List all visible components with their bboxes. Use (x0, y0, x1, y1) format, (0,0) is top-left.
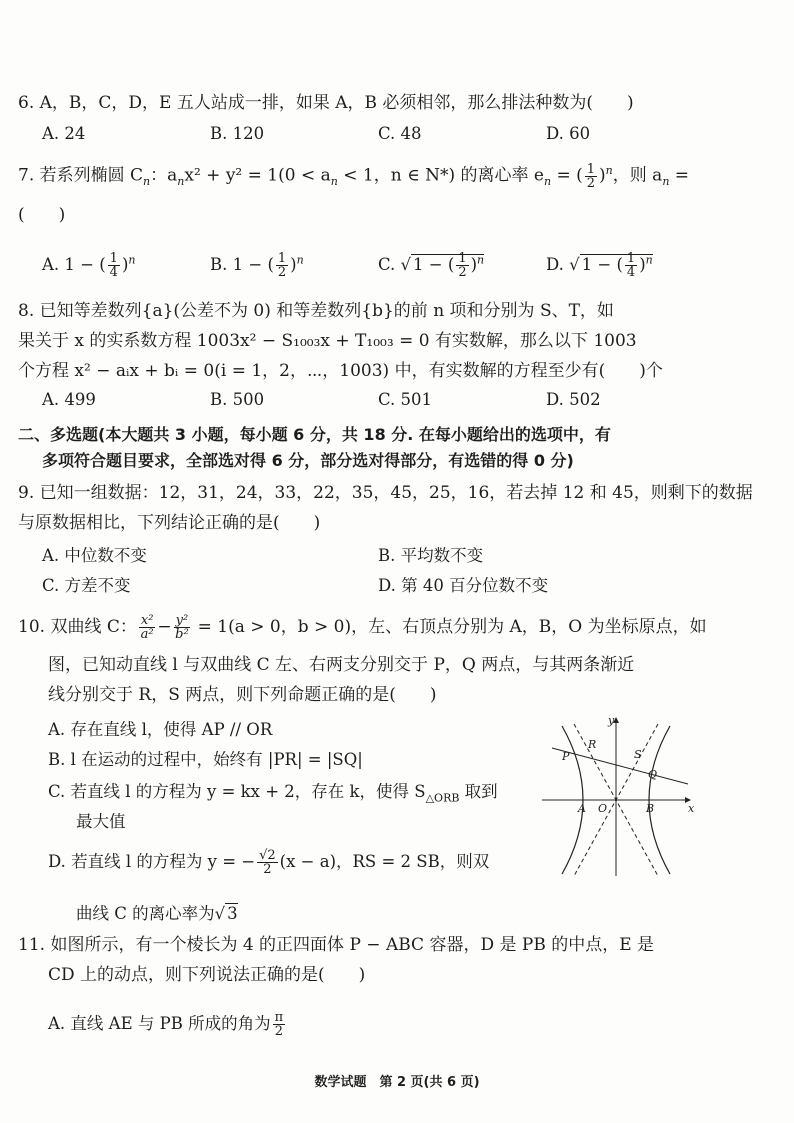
q11-line1: 11. 如图所示，有一个棱长为 4 的正四面体 P − ABC 容器，D 是 PB 的中点，E 是 (18, 935, 655, 955)
q7-stem: 7. 若系列椭圆 $C_n$：$a_nx^2 + y^2 = 1(0 < a_n < 1$，n ∈ N*) 的离心率 $e_n$ = ( $\frac{1}{2}$ )$^n$，则 $a_n$ = (18, 161, 690, 191)
q9-option-b: B. 平均数不变 (378, 546, 484, 565)
q6-option-a: A. 24 (42, 124, 86, 143)
label-A: A (578, 802, 586, 815)
q11-line2: CD 上的动点，则下列说法正确的是( ) (48, 965, 366, 985)
q8-option-a: A. 499 (42, 390, 96, 409)
q10-option-d-cont: 曲线 C 的离心率为√ 3 (76, 904, 238, 923)
q10-option-c-cont: 最大值 (76, 812, 126, 831)
label-R: R (588, 738, 597, 751)
q7-blank: ( ) (18, 205, 66, 225)
hyperbola-figure (538, 712, 698, 880)
q10-option-d: D. 若直线 l 的方程为 y = − $\frac{√2}{2}$ (x − a)，RS = 2 SB，则双 (48, 848, 490, 877)
q8-line1: 8. 已知等差数列{a}(公差不为 0) 和等差数列{b}的前 n 项和分别为 S、T，如 (18, 301, 614, 321)
q10-option-b: B. l 在运动的过程中，始终有 |PR| = |SQ| (48, 750, 363, 769)
q10-line2: 图，已知动直线 l 与双曲线 C 左、右两支分别交于 P，Q 两点，与其两条渐近 (48, 655, 635, 675)
label-B: B (646, 802, 655, 815)
q10-stem: 10. 双曲线 C： $\frac{\text{x²}}{\text{a²}}$ − $\frac{\text{y²}}{\text{b²}}$ = 1(a > 0，b > 0)，左、右顶点分别为 A，B，O 为坐标原点，如 (18, 613, 707, 642)
label-Q: Q (648, 768, 658, 781)
q6-option-d: D. 60 (546, 124, 591, 143)
q8-option-d: D. 502 (546, 390, 601, 409)
q10-line3: 线分别交于 R，S 两点，则下列命题正确的是( ) (48, 685, 437, 705)
q10-option-a: A. 存在直线 l，使得 AP // OR (48, 720, 273, 739)
label-S: S (634, 748, 642, 761)
q9-option-d: D. 第 40 百分位数不变 (378, 576, 549, 595)
q9-option-a: A. 中位数不变 (42, 546, 147, 565)
q8-option-b: B. 500 (210, 390, 265, 409)
q7-option-b: B. 1 − ( $\frac{1}{2}$ )$^n$ (210, 251, 304, 280)
line-l (552, 748, 688, 784)
q11-option-a: A. 直线 AE 与 PB 所成的角为 $\frac{\pi}{2}$ (48, 1010, 284, 1039)
page-footer: 数学试题 第 2 页(共 6 页) (314, 1075, 480, 1090)
section2-heading-line2: 多项符合题目要求，全部选对得 6 分，部分选对得部分，有选错的得 0 分) (42, 451, 574, 470)
q9-option-c: C. 方差不变 (42, 576, 131, 595)
q6-option-c: C. 48 (378, 124, 422, 143)
q6-option-b: B. 120 (210, 124, 265, 143)
label-P: P (562, 750, 570, 763)
q7-option-c: C. √ 1 − ( $\frac{1}{2}$ )$^n$ (378, 251, 485, 280)
label-y: y (608, 714, 615, 727)
q7-frac: $\frac{1}{2}$ (586, 161, 596, 191)
q9-line2: 与原数据相比，下列结论正确的是( ) (18, 513, 321, 533)
q6-stem: 6. A，B，C，D，E 五人站成一排，如果 A，B 必须相邻，那么排法种数为( ) (18, 93, 634, 113)
q7-option-d: D. √ 1 − ( $\frac{1}{4}$ )$^n$ (546, 251, 653, 280)
label-O: O (598, 802, 608, 815)
q8-line3: 个方程 x² − aᵢx + bᵢ = 0(i = 1，2，⋯，1003) 中，有实数解的方程至少有( )个 (18, 361, 663, 381)
q10-option-c: C. 若直线 l 的方程为 y = kx + 2，存在 k，使得 $S_{\triangle ORB}$ 取到 (48, 782, 498, 805)
q7-option-a: A. 1 − ( $\frac{1}{4}$ )$^n$ (42, 251, 136, 280)
q8-option-c: C. 501 (378, 390, 433, 409)
q9-line1: 9. 已知一组数据：12，31，24，33，22，35，45，25，16，若去掉 12 和 45，则剩下的数据 (18, 483, 753, 503)
label-x: x (688, 802, 695, 815)
q8-line2: 果关于 x 的实系数方程 1003x² − S₁₀₀₃x + T₁₀₀₃ = 0 有实数解，那么以下 1003 (18, 331, 637, 351)
section2-heading-line1: 二、多选题(本大题共 3 小题，每小题 6 分，共 18 分. 在每小题给出的选项中，有 (18, 425, 611, 444)
